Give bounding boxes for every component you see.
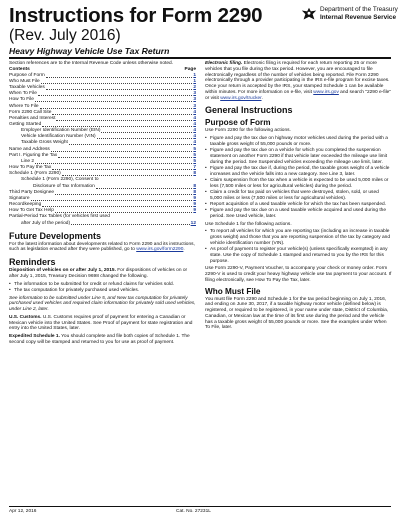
- purpose-intro: Use Form 2290 for the following actions.: [205, 128, 291, 134]
- footer-rule: [9, 506, 391, 507]
- header-rule: [9, 57, 391, 59]
- agency-line-1: Department of the Treasury: [320, 6, 398, 13]
- agency-block: [320, 6, 398, 22]
- expedited-paragraph: Expedited Schedule 1. You should complete and file both copies of Schedule 1. The second copy will be stamped and returned to you for use as proof of payment.: [9, 334, 190, 345]
- who-must-file-heading: Who Must File: [205, 286, 261, 296]
- disposition-see-note: See information to be submitted under Line 5, and New tax computation for privately purchased used vehicles and required claim information for privately sold used vehicles, under Line 2, later.: [9, 295, 196, 313]
- purpose-list: [205, 136, 392, 220]
- toc-entry: Schedule 1 (Form 2290), Consent to: [21, 177, 99, 183]
- list-item: • Figure and pay the tax due on a used taxable vehicle acquired and used during the period. See Used vehicle, later.: [205, 208, 392, 220]
- toc-entry[interactable]: How To Pay the Tax 7: [9, 165, 196, 171]
- toc-entry[interactable]: Vehicle Identification Number (VIN) 4: [21, 134, 196, 140]
- electronic-filing-paragraph: Electronic filing. Electronic filing is required for each return reporting 25 or more vehicles that you file during the tax period. However, you are encouraged to file electronically regardless of the number of vehicles being reported. File Form 2290 electronically through a provider participating in the IRS e-file program for excise taxes. Once your return is accepted by the IRS, your stamped Schedule 1 can be available within minutes. For more information on e-file, visit www.irs.gov and search "2290 e-file" or visit www.irs.gov/trucker.: [205, 61, 392, 101]
- footer-catalog-number: Cat. No. 27231L: [176, 509, 211, 514]
- list-item: • To report all vehicles for which you are reporting tax (including an increase in taxable gross weight) and those that you are reporting suspension of the tax by category and vehicle identification number (VIN).: [205, 229, 392, 246]
- list-item: • Figure and pay the tax due if, during the period, the taxable gross weight of a vehicle increases and the vehicle falls into a new category. See Line 3, later.: [205, 166, 392, 178]
- document-subtitle: Heavy Highway Vehicle Use Tax Return: [9, 46, 170, 56]
- revision-date: (Rev. July 2016): [9, 27, 121, 44]
- toc-entry[interactable]: Getting Started 4: [9, 122, 196, 127]
- list-item: • The information to be submitted for credit or refund claims for vehicles sold.: [9, 282, 196, 288]
- toc-entry[interactable]: Taxable Gross Weight 4: [21, 140, 196, 146]
- toc-entry[interactable]: Form 2290 Call Site 4: [9, 109, 196, 115]
- right-column: [205, 61, 392, 333]
- general-instructions-heading: General Instructions: [205, 105, 293, 116]
- toc-entry[interactable]: after July of the period) 12: [21, 220, 196, 226]
- document-title: Instructions for Form 2290: [9, 4, 263, 27]
- toc-entry[interactable]: Recordkeeping 9: [9, 202, 196, 208]
- schedule1-list: [205, 229, 392, 264]
- who-must-file-text: You must file Form 2290 and Schedule 1 for the tax period beginning on July 1, 2016, and ending on June 30, 2017, if a taxable highway motor vehicle (defined below) is registered, or required to be registered, in your name under state, District of Columbia, Canadian, or Mexican law at the time of its first use during the period and the vehicle has a taxable gross weight of 55,000 pounds or more. See the examples under When To File, later.: [205, 296, 389, 331]
- agency-line-2: Internal Revenue Service: [320, 14, 397, 21]
- customs-paragraph: U.S. Customs. U.S. Customs requires proof of payment for entering a Canadian or Mexican vehicle into the United States. See Proof of payment for state registration and entry into the United States, later.: [9, 314, 193, 332]
- disposition-list: [9, 282, 196, 294]
- reminders-heading: Reminders: [9, 257, 56, 268]
- list-item: • Report acquisition of a used taxable vehicle for which the tax has been suspended.: [205, 202, 392, 208]
- toc-entry: Partial-Period Tax Tables (for vehicles first used: [9, 214, 110, 220]
- schedule1-intro: Use Schedule 1 for the following actions.: [205, 221, 292, 227]
- future-developments-text: For the latest information about developments related to Form 2290 and its instructions, such as legislation enacted after they were published, go to www.irs.gov/form2290.: [9, 241, 195, 253]
- toc-entry[interactable]: Signature 9: [9, 195, 196, 201]
- toc-entry[interactable]: Penalties and Interest 4: [9, 115, 196, 121]
- list-item: • Claim a credit for tax paid on vehicles that were destroyed, stolen, sold, or used 5,000 miles or less (7,500 miles or less for agricultural vehicles).: [205, 190, 392, 202]
- disposition-paragraph: Disposition of vehicles on or after July 1, 2015. For dispositions of vehicles on or after July 1, 2015, Treasury Decision 9698 changed the following.: [9, 268, 188, 279]
- toc-entry[interactable]: How To File 3: [9, 97, 196, 103]
- toc-entry[interactable]: How To Get Tax Help 9: [9, 208, 196, 214]
- list-item: • The tax computation for privately purchased used vehicles.: [9, 288, 196, 294]
- payment-voucher-paragraph: Use Form 2290-V, Payment Voucher, to accompany your check or money order. Form 2290-V is used to credit your heavy highway vehicle use tax payment to your account. If filing electronically, see How To Pay the Tax, later.: [205, 266, 392, 283]
- list-item: • Claim suspension from the tax when a vehicle is expected to be used 5,000 miles or less (7,500 miles or less for agricultural vehicles) during the period.: [205, 178, 392, 190]
- intro-note: Section references are to the Internal Revenue Code unless otherwise noted.: [9, 61, 173, 66]
- toc-entry[interactable]: Where To File 3: [9, 103, 196, 109]
- toc-page-label: Page: [184, 66, 196, 72]
- purpose-of-form-heading: Purpose of Form: [205, 118, 271, 128]
- toc-entry[interactable]: Who Must File 1: [9, 78, 196, 84]
- trucker-link[interactable]: www.irs.gov/trucker: [220, 95, 262, 101]
- toc-entry[interactable]: Taxable Vehicles 2: [9, 85, 196, 91]
- future-developments-heading: Future Developments: [9, 230, 102, 241]
- toc-entry[interactable]: Name and Address 5: [9, 146, 196, 152]
- toc-entry[interactable]: Schedule 1 (Form 2290) 8: [9, 171, 196, 177]
- footer-date: Apr 12, 2016: [9, 509, 37, 514]
- list-item: • Figure and pay the tax due on a vehicle for which you completed the suspension statement on another Form 2290 if that vehicle later exceeded the mileage use limit during the period. See Suspended vehicles exceeding the mileage use limit, later.: [205, 148, 392, 165]
- treasury-eagle-logo: [300, 6, 318, 24]
- left-column: [9, 61, 196, 348]
- table-of-contents: [9, 73, 196, 227]
- toc-entry[interactable]: Part I. Figuring the Tax 5: [9, 152, 196, 158]
- form2290-link[interactable]: www.irs.gov/form2290: [136, 247, 184, 253]
- toc-entry[interactable]: Third Party Designee 8: [9, 189, 196, 195]
- list-item: • Figure and pay the tax due on highway motor vehicles used during the period with a taxable gross weight of 55,000 pounds or more.: [205, 136, 392, 148]
- irs-link[interactable]: www.irs.gov: [313, 89, 339, 95]
- toc-entry[interactable]: Line 2 5: [21, 158, 196, 164]
- toc-entry[interactable]: Disclosure of Tax Information 8: [33, 183, 196, 189]
- toc-entry[interactable]: When To File 3: [9, 91, 196, 97]
- list-item: • As proof of payment to register your vehicle(s) (unless specifically exempted) in any state. Use the copy of Schedule 1 stamped and returned to you by the IRS for this purpose.: [205, 247, 392, 264]
- toc-label: Contents: [9, 66, 30, 72]
- toc-entry[interactable]: Purpose of Form 1: [9, 72, 196, 78]
- toc-entry[interactable]: Employer Identification Number (EIN) 4: [21, 128, 196, 134]
